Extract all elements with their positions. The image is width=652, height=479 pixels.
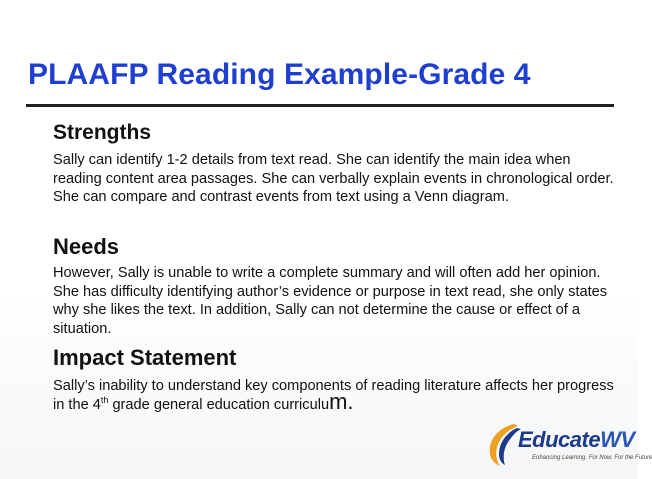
educatewv-logo xyxy=(484,420,652,472)
strengths-heading: Strengths xyxy=(53,121,152,144)
needs-heading: Needs xyxy=(53,234,120,259)
slide-title: PLAAFP Reading Example-Grade 4 xyxy=(28,58,531,91)
impact-text-part-1: Sally’s inability to understand key components of reading literature affects her progress in the 4 xyxy=(53,378,614,413)
impact-statement-heading: Impact Statement xyxy=(53,345,237,370)
needs-text: However, Sally is unable to write a complete summary and will often add her opinion. She has difficulty identifying author’s evidence or purpose in text read, she only states why she likes the text. In addition, Sally can not determine the cause or effect of a situation. xyxy=(53,265,608,337)
logo-wordmark-educate: Educate xyxy=(518,427,601,452)
logo-wordmark-wv: WV xyxy=(600,427,635,452)
impact-text-part-2: grade general education curriculu xyxy=(108,396,330,413)
logo-tagline: Enhancing Learning. For Now. For the Future xyxy=(532,455,652,461)
ordinal-superscript: th xyxy=(100,394,109,405)
impact-text-end: m. xyxy=(329,388,354,414)
title-underline xyxy=(26,104,614,107)
strengths-text: Sally can identify 1-2 details from text read. She can identify the main idea when reading content area passages. She can verbally explain events in chronological order. She can compare and contrast events from text using a Venn diagram. xyxy=(53,152,614,206)
impact-statement-text xyxy=(53,377,618,414)
logo-wordmark xyxy=(518,427,635,453)
